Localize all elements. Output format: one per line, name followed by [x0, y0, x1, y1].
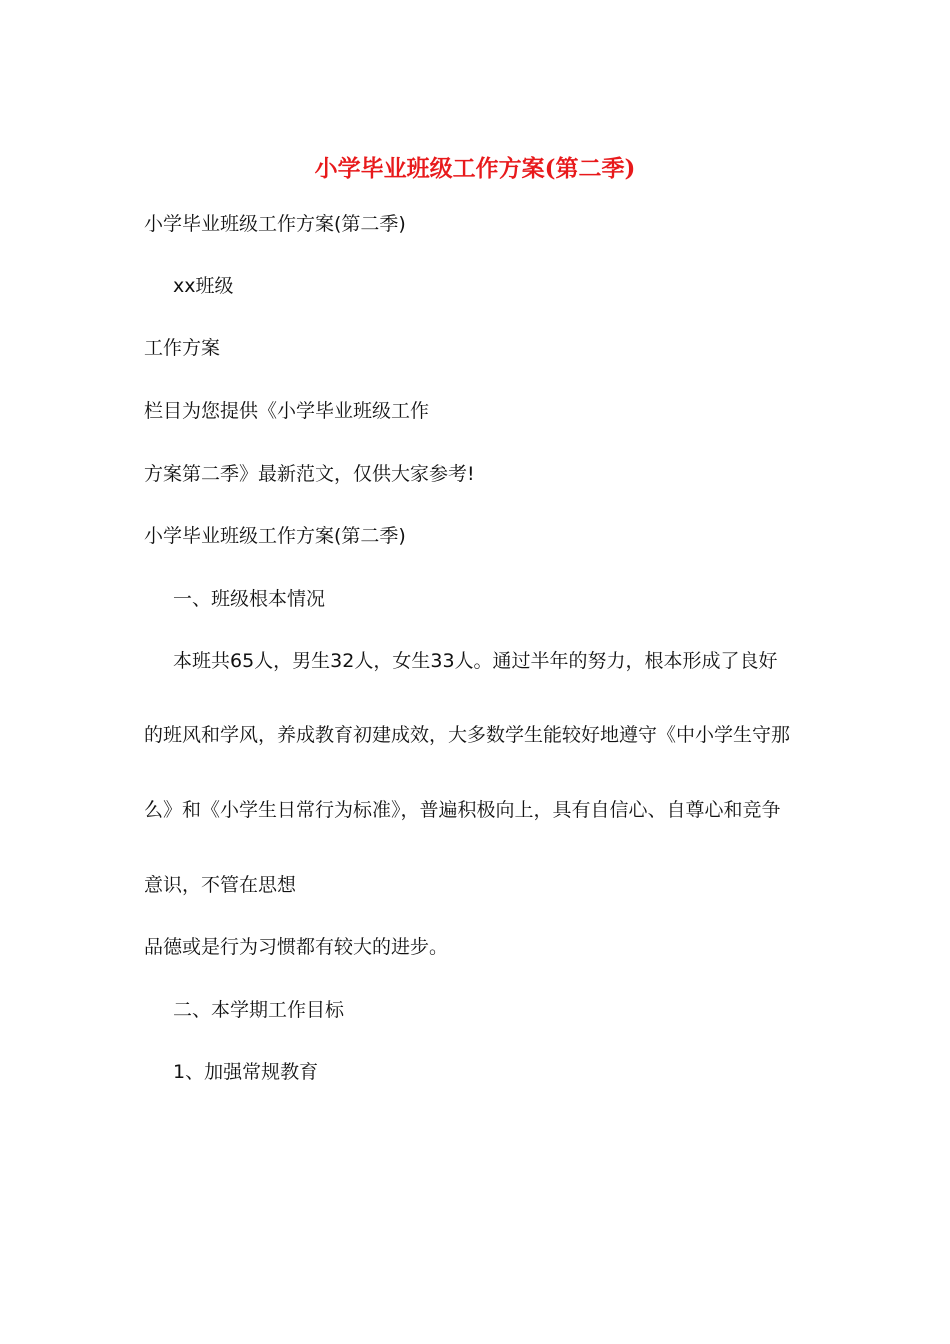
document-title: 小学毕业班级工作方案(第二季) — [314, 155, 636, 182]
body-line-1: 本班共65人，男生32人，女生33人。通过半年的努力，根本形成了良好 — [173, 650, 778, 672]
body-line-2: 的班风和学风，养成教育初建成效，大多数学生能较好地遵守《中小学生守那 — [144, 724, 791, 746]
list-item-1: 1、加强常规教育 — [173, 1061, 319, 1083]
paragraph-heading-repeat: 小学毕业班级工作方案(第二季) — [144, 525, 406, 547]
paragraph-class-name: xx班级 — [173, 275, 234, 297]
section-heading-1: 一、班级根本情况 — [173, 588, 326, 610]
paragraph-work-plan: 工作方案 — [144, 337, 221, 359]
paragraph-intro-2: 方案第二季》最新范文，仅供大家参考! — [144, 463, 475, 485]
section-heading-2: 二、本学期工作目标 — [173, 999, 345, 1021]
paragraph-intro-1: 栏目为您提供《小学毕业班级工作 — [144, 400, 430, 422]
paragraph-subtitle: 小学毕业班级工作方案(第二季) — [144, 213, 406, 235]
body-line-4: 意识，不管在思想 — [144, 874, 297, 896]
body-line-3: 么》和《小学生日常行为标准》，普遍积极向上，具有自信心、自尊心和竞争 — [144, 799, 781, 821]
body-line-5: 品德或是行为习惯都有较大的进步。 — [144, 936, 449, 958]
